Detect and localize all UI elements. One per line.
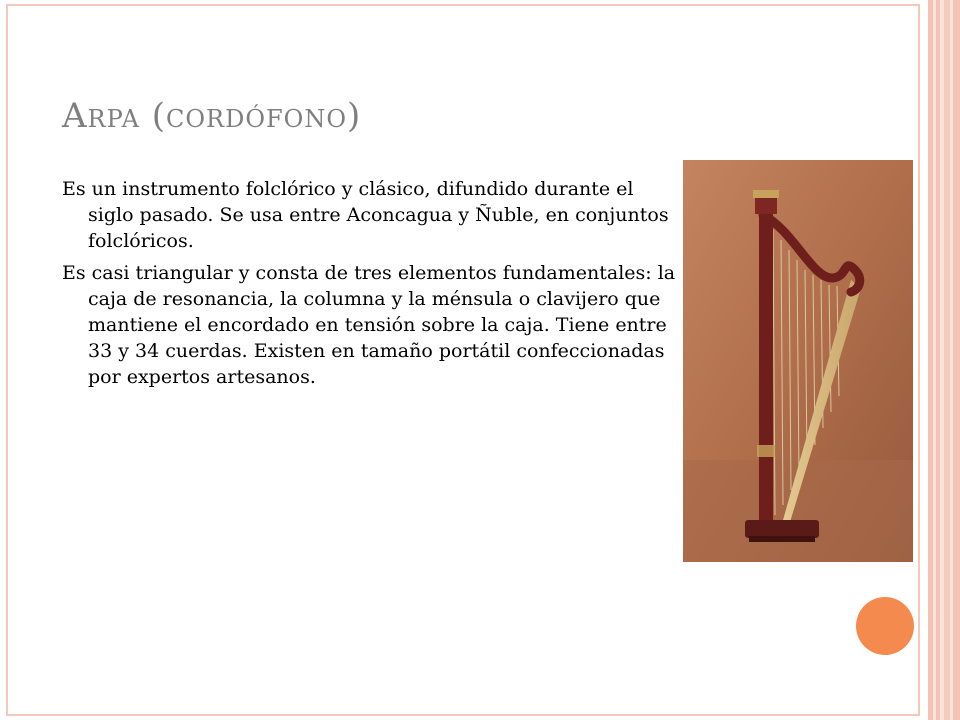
paragraph-description: Es casi triangular y consta de tres elementos fundamentales: la caja de resonancia, la columna y la ménsula o clavijero que mantiene el encordado en tensión sobre la caja. Tiene entre 33 y 34 cuerdas. Existen en tamaño portátil confeccionadas por expertos artesanos. xyxy=(62,262,676,388)
accent-circle xyxy=(856,597,914,655)
harp-image xyxy=(683,160,913,562)
slide-title: Arpa (cordófono) xyxy=(62,96,362,136)
paragraph-intro: Es un instrumento folclórico y clásico, difundido durante el siglo pasado. Se usa entre Aconcagua y Ñuble, en conjuntos folclóricos. xyxy=(62,178,669,252)
decorative-stripes xyxy=(924,0,960,720)
slide-body xyxy=(62,176,678,396)
harp-illustration xyxy=(683,160,913,562)
